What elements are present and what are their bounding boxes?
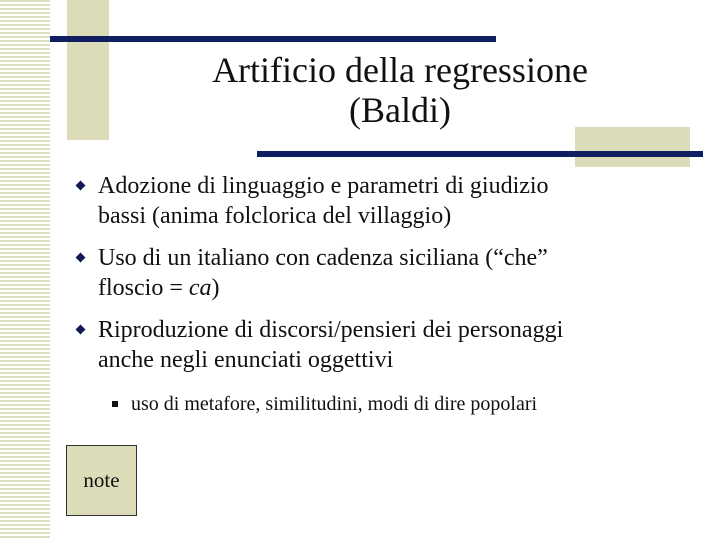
decorative-stripe	[0, 0, 50, 540]
bullet-item	[98, 171, 698, 231]
diamond-bullet-icon	[76, 253, 86, 263]
sub-bullet-text: uso di metafore, similitudini, modi di dire popolari	[131, 393, 538, 415]
bullet-text: )	[211, 275, 220, 301]
bullet-line	[98, 273, 698, 303]
slide-title-line1: Artificio della regressione	[212, 50, 588, 90]
decorative-square-top	[67, 0, 109, 140]
bullet-line: Adozione di linguaggio e parametri di giudizio	[98, 173, 549, 199]
title-bar-bottom	[257, 151, 703, 157]
decorative-square-right	[575, 127, 690, 167]
diamond-bullet-icon	[76, 325, 86, 335]
bullet-line: Riproduzione di discorsi/pensieri dei personaggi	[98, 317, 564, 343]
sub-bullet-item	[131, 390, 691, 418]
slide-title	[140, 50, 660, 130]
bullet-item	[98, 243, 698, 303]
bullet-text: floscio =	[98, 275, 189, 301]
bullet-line: bassi (anima folclorica del villaggio)	[98, 203, 452, 229]
square-bullet-icon	[112, 401, 118, 407]
slide-title-line2: (Baldi)	[349, 90, 451, 130]
note-button[interactable]	[66, 445, 137, 516]
bullet-line: Uso di un italiano con cadenza siciliana (“che”	[98, 245, 548, 271]
bullet-item	[98, 315, 698, 375]
bullet-line: anche negli enunciati oggettivi	[98, 347, 394, 373]
diamond-bullet-icon	[76, 181, 86, 191]
bullet-italic-text: ca	[188, 275, 212, 301]
title-bar-top	[50, 36, 496, 42]
note-button-label: note	[83, 468, 120, 492]
